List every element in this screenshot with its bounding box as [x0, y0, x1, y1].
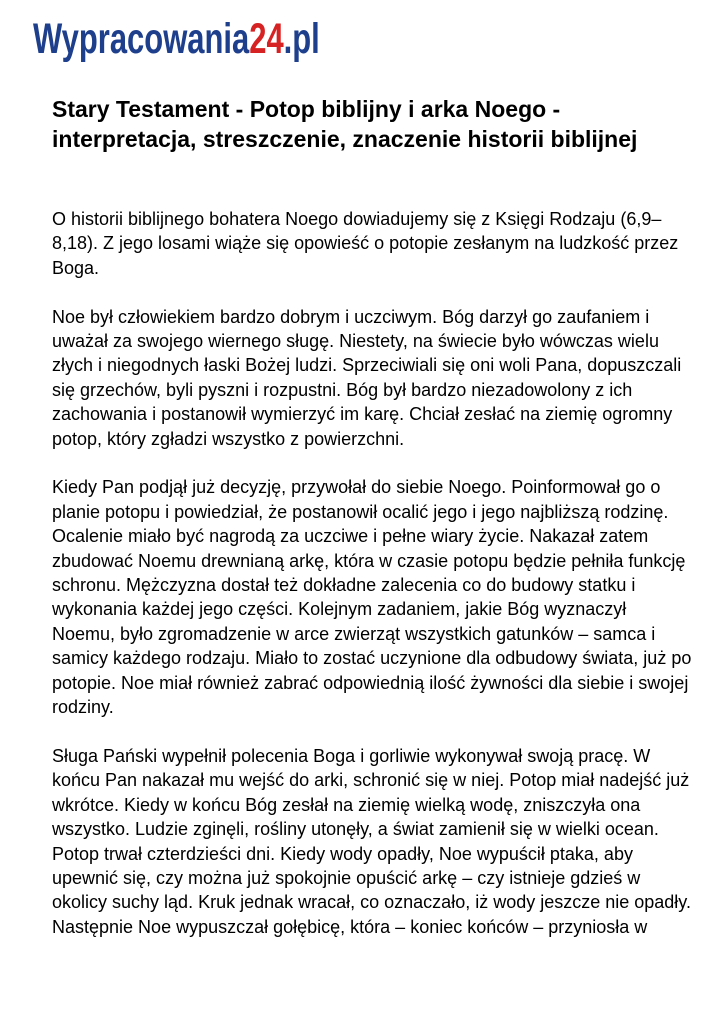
logo-tld-text: .pl — [283, 15, 320, 63]
site-logo[interactable] — [33, 15, 320, 80]
article-paragraph: Kiedy Pan podjął już decyzję, przywołał do siebie Noego. Poinformował go o planie potopu i powiedział, że postanowił ocalić jego i jego najbliższą rodzinę. Ocalenie miało być nagrodą za uczciwe i pełne wiary życie. Nakazał zatem zbudować Noemu drewnianą arkę, która w czasie potopu będzie pełniła funkcję schronu. Mężczyzna dostał też dokładne zalecenia co do budowy statku i wykonania każdej jego części. Kolejnym zadaniem, jakie Bóg wyznaczył Noemu, było zgromadzenie w arce zwierząt wszystkich gatunków – samca i samicy każdego rodzaju. Miało to zostać uczynione dla odbudowy świata, już po potopie. Noe miał również zabrać odpowiednią ilość żywności dla siebie i swojej rodziny. — [52, 477, 692, 718]
article-paragraph: Noe był człowiekiem bardzo dobrym i uczciwym. Bóg darzył go zaufaniem i uważał za swojego wiernego sługę. Niestety, na świecie było wówczas wielu złych i niegodnych łaski Bożej ludzi. Sprzeciwiali się oni woli Pana, dopuszczali się grzechów, byli pyszni i rozpustni. Bóg był bardzo niezadowolony z ich zachowania i postanowił wymierzyć im karę. Chciał zesłać na ziemię ogromny potop, który zgładzi wszystko z powierzchni. — [52, 306, 682, 449]
article-title: Stary Testament - Potop biblijny i arka Noego - interpretacja, streszczenie, znaczenie historii biblijnej — [52, 96, 638, 152]
article-paragraph: Sługa Pański wypełnił polecenia Boga i gorliwie wykonywał swoją pracę. W końcu Pan nakazał mu wejść do arki, schronić się w niej. Potop miał nadejść już wkrótce. Kiedy w końcu Bóg zesłał na ziemię wielką wodę, zniszczyła ona wszystko. Ludzie zginęli, rośliny utonęły, a świat zamienił się w wielki ocean. Potop trwał czterdzieści dni. Kiedy wody opadły, Noe wypuścił ptaka, aby upewnić się, czy można już spokojnie opuścić arkę – czy istnieje gdzieś w okolicy suchy ląd. Kruk jednak wracał, co oznaczało, iż wody jeszcze nie opadły. Następnie Noe wypuszczał gołębicę, która – koniec końców – przyniosła w — [52, 745, 691, 937]
article-paragraph: O historii biblijnego bohatera Noego dowiadujemy się z Księgi Rodzaju (6,9–8,18). Z jego losami wiąże się opowieść o potopie zesłanym na ludzkość przez Boga. — [52, 209, 679, 278]
logo-number-text: 24 — [249, 15, 284, 63]
article-body — [52, 207, 692, 964]
logo-main-text: Wypracowania — [33, 15, 250, 63]
